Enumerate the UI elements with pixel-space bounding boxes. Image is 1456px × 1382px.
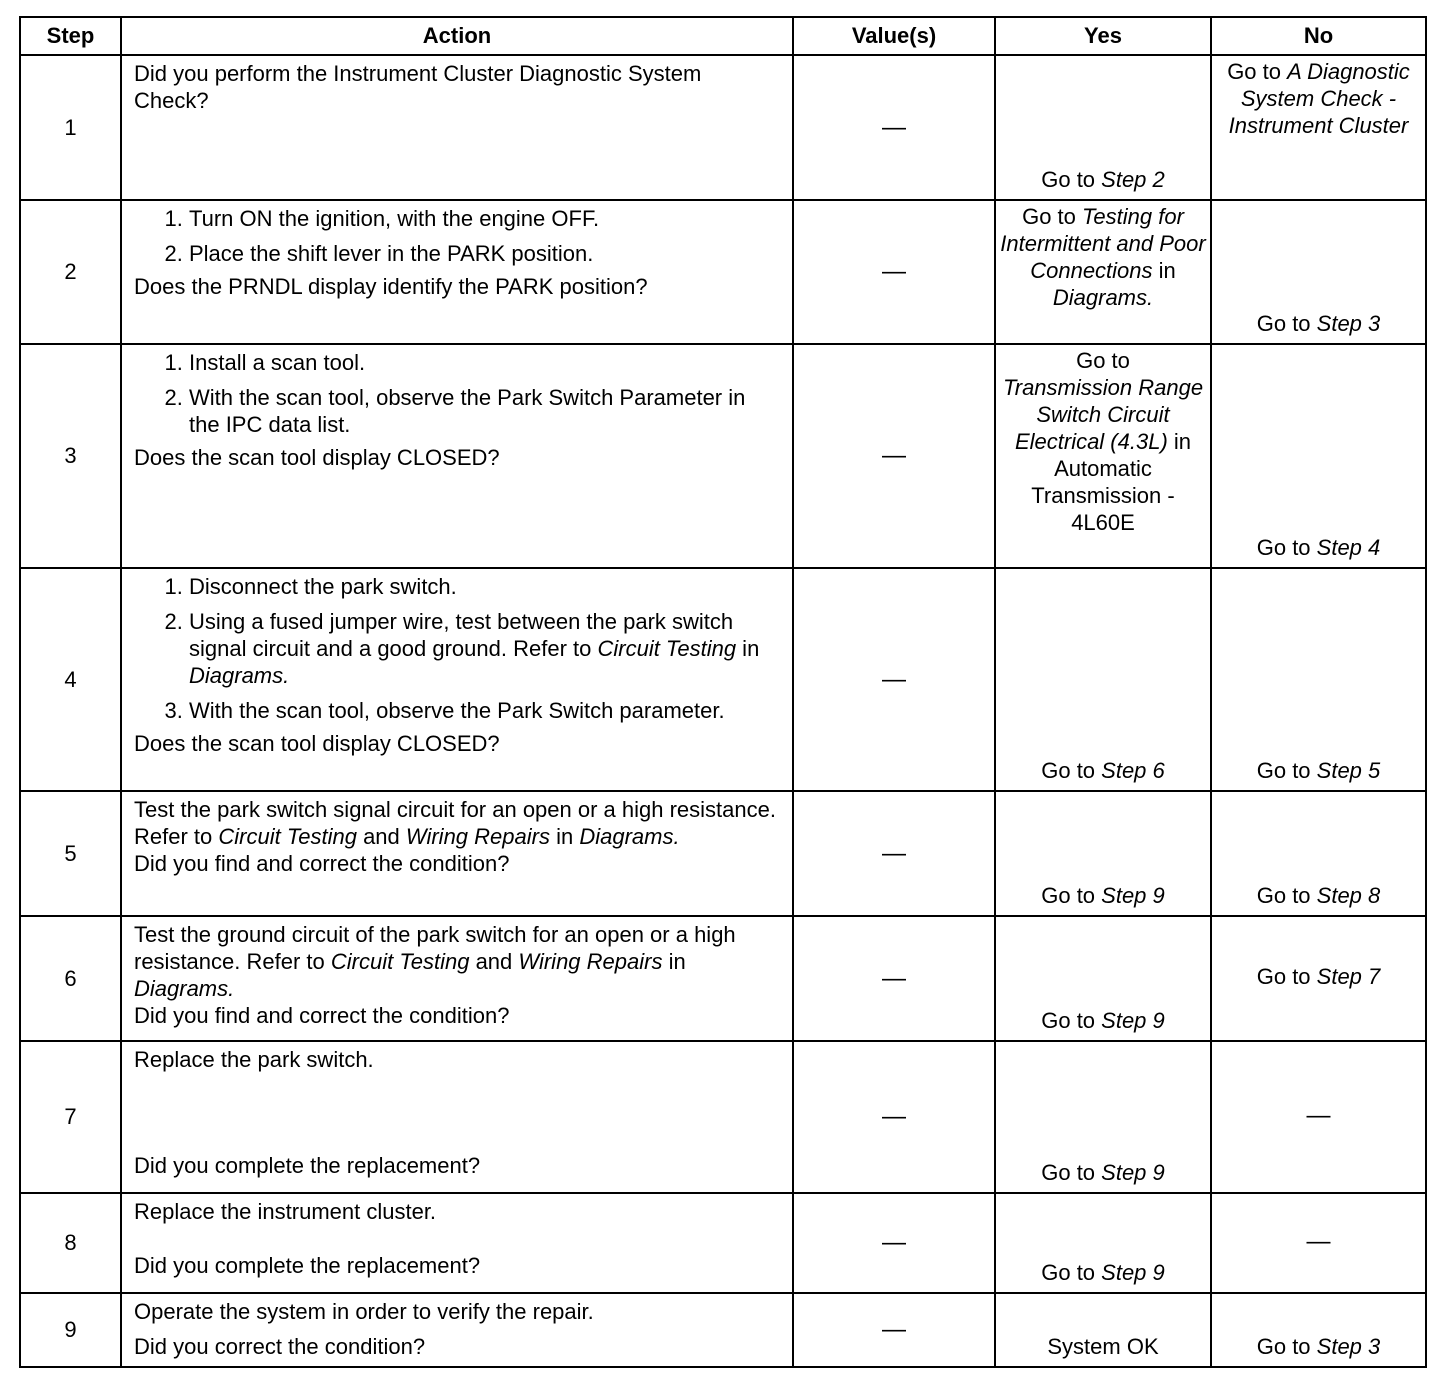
no-cell xyxy=(1211,1293,1426,1367)
action-cell xyxy=(121,344,793,568)
action-question: Does the PRNDL display identify the PARK position? xyxy=(134,274,648,299)
header-values: Value(s) xyxy=(793,17,995,55)
yes-cell xyxy=(995,1041,1211,1193)
action-question: Did you correct the condition? xyxy=(134,1334,426,1359)
action-cell xyxy=(121,1193,793,1293)
and-text: and xyxy=(356,824,406,849)
action-cell xyxy=(121,568,793,791)
goto-text: Go to xyxy=(1256,311,1317,336)
action-step xyxy=(189,608,782,689)
action-cell xyxy=(121,55,793,200)
action-text: Operate the system in order to verify the repair. xyxy=(134,1299,594,1324)
value-cell: — xyxy=(793,200,995,344)
goto-text: Go to xyxy=(1256,964,1317,989)
action-text: Did you perform the Instrument Cluster Diagnostic System Check? xyxy=(134,61,702,113)
step-link[interactable]: Step 9 xyxy=(1101,883,1165,908)
table-row xyxy=(20,1293,1426,1367)
value-cell: — xyxy=(793,55,995,200)
action-spacer xyxy=(134,1225,782,1252)
goto-text: Go to xyxy=(1041,758,1102,783)
yes-cell xyxy=(995,344,1211,568)
in-text: in xyxy=(736,636,760,661)
no-cell xyxy=(1211,344,1426,568)
goto-text: Go to xyxy=(1041,883,1102,908)
no-cell xyxy=(1211,568,1426,791)
action-cell xyxy=(121,200,793,344)
circuit-testing-link[interactable]: Circuit Testing xyxy=(330,949,470,974)
procedure-link[interactable]: Testing for Intermittent and Poor Connections xyxy=(1000,204,1206,283)
in-text: in xyxy=(1152,258,1176,283)
value-cell: — xyxy=(793,1293,995,1367)
header-no: No xyxy=(1211,17,1426,55)
yes-cell xyxy=(995,568,1211,791)
goto-text: Go to xyxy=(1076,348,1130,373)
step-link[interactable]: Step 8 xyxy=(1316,883,1381,908)
no-cell: — xyxy=(1211,1041,1426,1193)
yes-cell xyxy=(995,916,1211,1041)
action-question: Did you complete the replacement? xyxy=(134,1153,481,1178)
diagrams-link[interactable]: Diagrams. xyxy=(189,663,290,688)
action-steps xyxy=(134,349,782,438)
table-row xyxy=(20,55,1426,200)
step-number: 4 xyxy=(20,568,121,791)
step-link[interactable]: Step 9 xyxy=(1101,1160,1165,1185)
step-link[interactable]: Step 4 xyxy=(1316,535,1381,560)
action-spacer xyxy=(134,1073,782,1152)
and-text: and xyxy=(469,949,519,974)
goto-text: Go to xyxy=(1256,535,1317,560)
goto-text: Go to xyxy=(1041,1008,1102,1033)
diagnostic-table xyxy=(19,16,1427,1368)
header-row xyxy=(20,17,1426,55)
action-cell xyxy=(121,1293,793,1367)
yes-cell xyxy=(995,200,1211,344)
value-cell: — xyxy=(793,791,995,916)
table-row xyxy=(20,1193,1426,1293)
manual-link[interactable]: Diagrams. xyxy=(1052,285,1154,310)
action-question: Does the scan tool display CLOSED? xyxy=(134,731,500,756)
step-link[interactable]: Step 3 xyxy=(1316,311,1381,336)
table-row xyxy=(20,568,1426,791)
yes-cell xyxy=(995,55,1211,200)
step-link[interactable]: Step 9 xyxy=(1101,1008,1165,1033)
header-yes: Yes xyxy=(995,17,1211,55)
yes-cell xyxy=(995,1193,1211,1293)
action-text: Replace the instrument cluster. xyxy=(134,1199,437,1224)
goto-text: Go to xyxy=(1227,59,1288,84)
action-steps xyxy=(134,573,782,724)
value-cell: — xyxy=(793,1193,995,1293)
diagrams-link[interactable]: Diagrams. xyxy=(134,976,235,1001)
action-question: Does the scan tool display CLOSED? xyxy=(134,445,500,470)
circuit-testing-link[interactable]: Circuit Testing xyxy=(597,636,737,661)
step-number: 8 xyxy=(20,1193,121,1293)
goto-text: Go to xyxy=(1256,758,1317,783)
action-question: Did you complete the replacement? xyxy=(134,1253,481,1278)
action-cell xyxy=(121,791,793,916)
step-number: 1 xyxy=(20,55,121,200)
action-step: 2. With the scan tool, observe the Park Switch Parameter in the IPC data list. xyxy=(189,384,782,438)
goto-text: Go to xyxy=(1041,1260,1102,1285)
action-step: 1. Turn ON the ignition, with the engine OFF. xyxy=(189,205,782,232)
table-row xyxy=(20,791,1426,916)
action-text: Replace the park switch. xyxy=(134,1047,374,1072)
procedure-link[interactable]: Transmission Range Switch Circuit Electrical (4.3L) xyxy=(1002,375,1204,454)
step-number: 2 xyxy=(20,200,121,344)
goto-text: Go to xyxy=(1256,1334,1317,1359)
table-row xyxy=(20,200,1426,344)
action-step-text: Using a fused jumper wire, test between the park switch signal circuit and a good ground. Refer to xyxy=(189,609,734,661)
header-action: Action xyxy=(121,17,793,55)
action-text: Test the ground circuit of the park switch for an open or a high resistance. Refer to xyxy=(134,922,736,974)
step-link[interactable]: Step 3 xyxy=(1316,1334,1381,1359)
step-link[interactable]: Step 7 xyxy=(1316,964,1381,989)
action-step: 2. Place the shift lever in the PARK position. xyxy=(189,240,782,267)
table-row xyxy=(20,344,1426,568)
step-link[interactable]: Step 6 xyxy=(1101,758,1165,783)
goto-text: Go to xyxy=(1256,883,1317,908)
table-row xyxy=(20,1041,1426,1193)
value-cell: — xyxy=(793,344,995,568)
table-row xyxy=(20,916,1426,1041)
yes-cell xyxy=(995,791,1211,916)
value-cell: — xyxy=(793,568,995,791)
step-link[interactable]: Step 9 xyxy=(1101,1260,1165,1285)
header-step: Step xyxy=(20,17,121,55)
step-number: 3 xyxy=(20,344,121,568)
no-cell xyxy=(1211,200,1426,344)
wiring-repairs-link[interactable]: Wiring Repairs xyxy=(405,824,550,849)
procedure-link[interactable]: A Diagnostic System Check - Instrument Cluster xyxy=(1228,59,1410,138)
wiring-repairs-link[interactable]: Wiring Repairs xyxy=(518,949,663,974)
action-text: Test the park switch signal circuit for an open or a high resistance. Refer to xyxy=(134,797,776,849)
action-step: 3. With the scan tool, observe the Park Switch parameter. xyxy=(189,697,782,724)
value-cell: — xyxy=(793,916,995,1041)
yes-cell: System OK xyxy=(995,1293,1211,1367)
no-cell xyxy=(1211,791,1426,916)
goto-text: Go to xyxy=(1022,204,1082,229)
action-steps xyxy=(134,205,782,267)
step-link[interactable]: Step 2 xyxy=(1101,167,1165,192)
step-number: 9 xyxy=(20,1293,121,1367)
no-cell: — xyxy=(1211,1193,1426,1293)
step-number: 7 xyxy=(20,1041,121,1193)
no-cell xyxy=(1211,55,1426,200)
action-step: 1. Install a scan tool. xyxy=(189,349,782,376)
action-step: 1. Disconnect the park switch. xyxy=(189,573,782,600)
action-question: Did you find and correct the condition? xyxy=(134,851,510,876)
action-cell xyxy=(121,1041,793,1193)
action-cell xyxy=(121,916,793,1041)
action-question: Did you find and correct the condition? xyxy=(134,1003,510,1028)
manual-text: in Automatic Transmission - 4L60E xyxy=(1031,429,1192,535)
diagrams-link[interactable]: Diagrams. xyxy=(579,824,680,849)
goto-text: Go to xyxy=(1041,1160,1102,1185)
in-text: in xyxy=(549,824,580,849)
step-number: 6 xyxy=(20,916,121,1041)
goto-text: Go to xyxy=(1041,167,1102,192)
step-number: 5 xyxy=(20,791,121,916)
circuit-testing-link[interactable]: Circuit Testing xyxy=(218,824,357,849)
no-cell xyxy=(1211,916,1426,1041)
step-link[interactable]: Step 5 xyxy=(1316,758,1381,783)
in-text: in xyxy=(662,949,686,974)
value-cell: — xyxy=(793,1041,995,1193)
